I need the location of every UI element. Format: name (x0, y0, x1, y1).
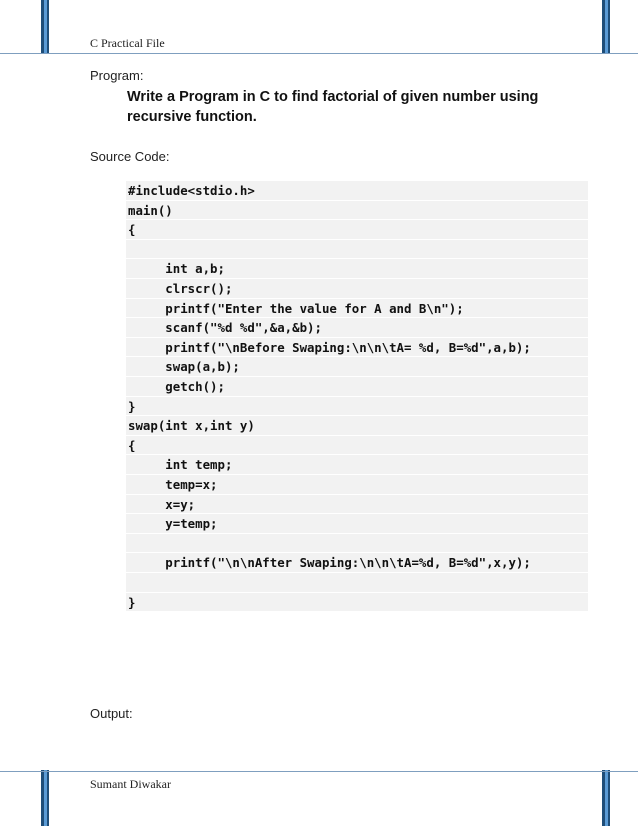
code-line: y=temp; (126, 514, 588, 534)
program-title (127, 87, 567, 127)
page-header: C Practical File (90, 36, 165, 50)
code-line (126, 573, 588, 593)
code-block (126, 181, 588, 612)
program-title-line-1: Write a Program in C to find factorial of given number using (127, 89, 539, 105)
top-left-border-accent (44, 0, 47, 54)
source-code-label: Source Code: (90, 149, 170, 164)
code-line: main() (126, 201, 588, 221)
code-line: int temp; (126, 455, 588, 475)
code-line: getch(); (126, 377, 588, 397)
code-line: int a,b; (126, 259, 588, 279)
code-line: #include<stdio.h> (126, 181, 588, 201)
top-right-border-accent (605, 0, 608, 54)
code-line: scanf("%d %d",&a,&b); (126, 318, 588, 338)
footer-rule (0, 771, 638, 772)
code-line: } (126, 593, 588, 613)
code-line (126, 240, 588, 260)
bottom-right-border-accent (605, 770, 608, 826)
code-line: x=y; (126, 495, 588, 515)
program-title-line-2: recursive function. (127, 109, 257, 125)
code-line: printf("\nBefore Swaping:\n\n\tA= %d, B=%d",a,b); (126, 338, 588, 358)
bottom-left-border-accent (44, 770, 47, 826)
code-line: temp=x; (126, 475, 588, 495)
page-footer: Sumant Diwakar (90, 777, 171, 791)
code-line: { (126, 436, 588, 456)
program-label: Program: (90, 68, 144, 83)
code-line: printf("Enter the value for A and B\n"); (126, 299, 588, 319)
code-line: { (126, 220, 588, 240)
output-label: Output: (90, 706, 133, 721)
code-line: clrscr(); (126, 279, 588, 299)
code-line: } (126, 397, 588, 417)
header-rule (0, 53, 638, 54)
code-line: swap(a,b); (126, 357, 588, 377)
code-line: swap(int x,int y) (126, 416, 588, 436)
code-line: printf("\n\nAfter Swaping:\n\n\tA=%d, B=%d",x,y); (126, 553, 588, 573)
code-line (126, 534, 588, 554)
